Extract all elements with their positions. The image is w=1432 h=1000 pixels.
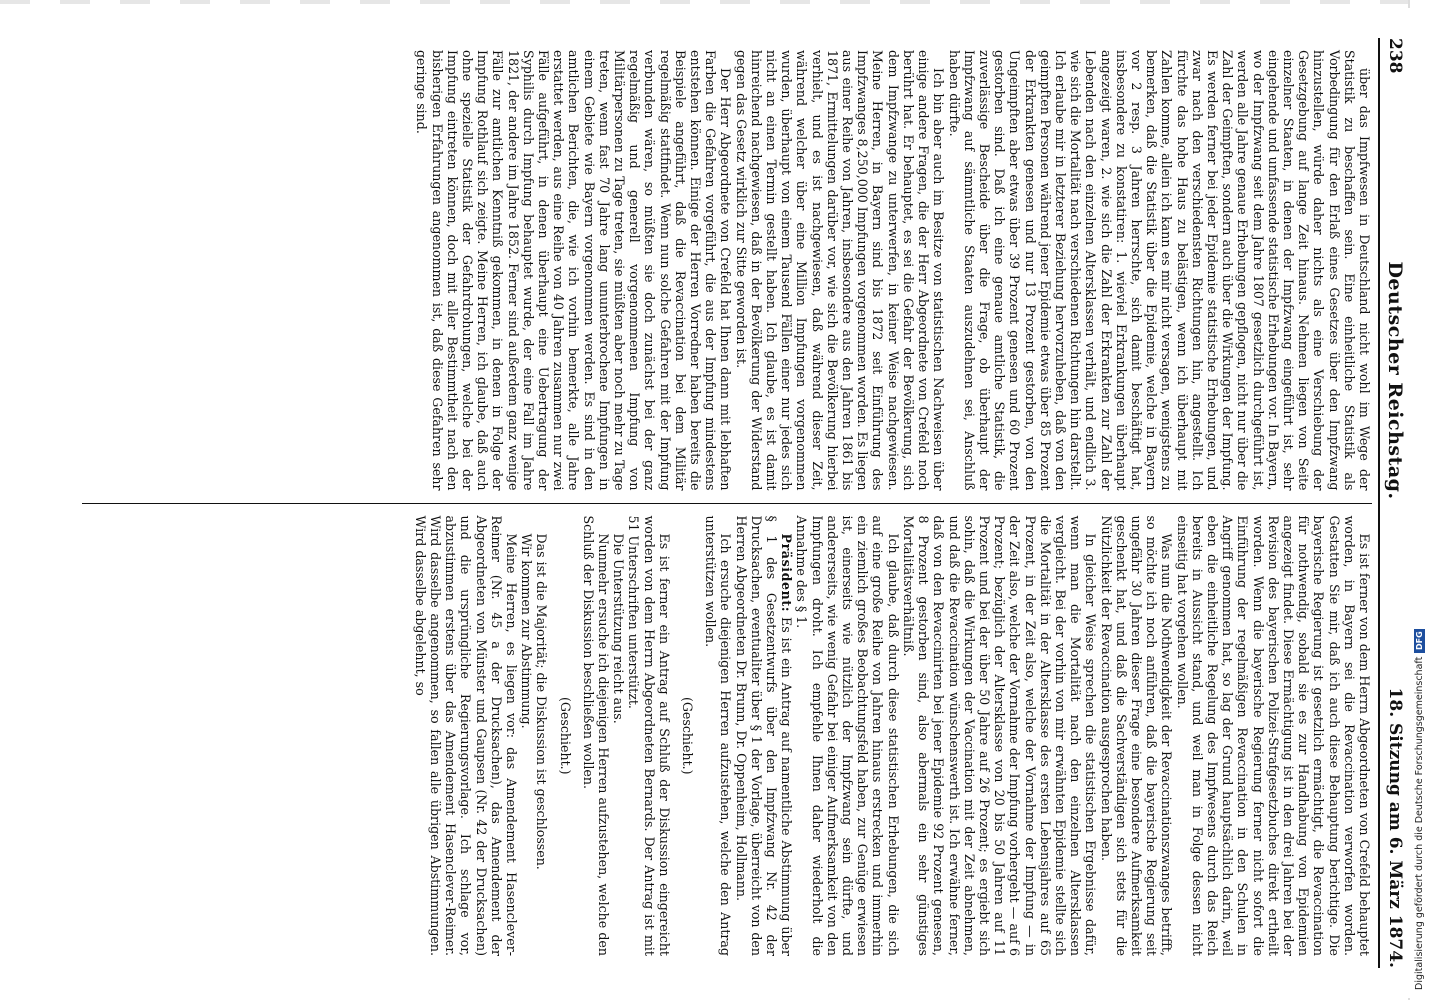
stage-direction: (Geschieht.) bbox=[680, 696, 696, 775]
paragraph: Der Herr Abgeordnete von Crefeld hat Ihnen dann mit lebhaften Farben die Gefahren vorgeführt, die aus der Impfung mindestens entstehen können. Einige der Herren Vorredner haben bereits die Beispiele angeführt, daß die Revaccination bei dem Militär regelmäßig stattfindet. Wenn nun solche Gefahren mit der Impfung verbunden wären, so müßten sie doch zunächst bei der ganz regelmäßig und generell vorgenommenen Impfung von Militärpersonen zu Tage treten, sie müßten aber noch mehr zu Tage treten, wenn fast 70 Jahre lang ununterbrochene Impfungen in einem Gebiete wie Bayern vorgenommen werden. Es sind in den amtlichen Berichten, die, wie ich vorhin bemerkte, alle Jahre erstattet werden, aus eine Reihe von 40 Jahren zusammen nur zwei Fälle aufgeführt, in denen überhaupt eine Uebertragung der Syphilis durch Impfung behauptet wurde, der eine Fall im Jahre 1821, der andere im Jahre 1852. Ferner sind außerdem ganz wenige Fälle zur amtlichen Kenntniß gekommen, in denen in Folge der Impfung Rothlauf sich zeigte. Meine Herren, ich glaube, daß auch ohne spezielle Statistik der Gefahrdrohungen, welche bei der Impfung eintreten können, doch mit aller Bestimmtheit nach den bisherigen Erfahrungen angenommen ist, daß diese Gefahren sehr geringe sind. bbox=[414, 50, 734, 491]
session-date: 18. Sitzung am 6. März 1874. bbox=[1385, 687, 1405, 968]
paragraph: Das ist die Majorität; die Diskussion ist geschlossen. bbox=[534, 533, 550, 870]
paragraph: Ich bin aber auch im Besitze von statistischen Nachweisen über einige andere Fragen, die der Herr Abgeordnete von Crefeld noch berührt hat. Er behauptet, es sei die Gefahr der Bevölkerung, sich dem Impfzwange zu unterwerfen, in keiner Weise nachgewiesen. Meine Herren, in Bayern sind bis 1872 seit Einführung des Impfzwanges 8,250,000 Impfungen vorgenommen worden. Es liegen aus einer Reihe von Jahren, insbesondere aus den Jahren 1861 bis 1871, Ermittelungen darüber vor, wie sich die Bevölkerung hierbei verhielt, und es ist nachgewiesen, daß während dieser Zeit, während welcher über eine Million Impfungen vorgenommen wurden, überhaupt von einem Tausend Fällen einer nur jedes sich nicht an einen Termin gestellt haben. Ich glaube, es ist damit hinreichend nachgewiesen, daß in der Bevölkerung der Widerstand gegen das Gesetz wirklich zur Sitte geworden ist. bbox=[733, 50, 947, 491]
page-header bbox=[1378, 38, 1410, 968]
paragraph: Ich glaube, daß durch diese statistischen Erhebungen, die sich auf eine große Reihe von Jahren hinaus erstrecken und immerhin ein ziemlich großes Beobachtungsfeld haben, zur Genüge erwiesen ist, einerseits wie nützlich der Impfzwang sein dürfte, und andererseits, wie wenig Gefahr bei einiger Aufmerksamkeit von den Impfungen droht. Ich empfehle Ihnen daher wiederholt die Annahme des § 1. bbox=[794, 515, 901, 956]
paragraph: Ich ersuche diejenigen Herren aufzustehen, welche den Antrag unterstützen wollen. bbox=[703, 515, 734, 956]
text-columns bbox=[82, 38, 1372, 968]
paragraph: Es ist ferner von dem Herrn Abgeordneten von Crefeld behauptet worden, in Bayern sei die Revaccination verworfen worden. Gestatten Sie mir, daß ich auch diese Behauptung berichtige. Die bayerische Regierung ist gesetzlich ermächtigt, die Revaccination für nothwendig, sobald sie es zur Handhabung von Epidemien angezeigt findet. Diese Ermächtigung ist in den drei Jahren bei der Revision des bayerischen Polizei-Strafgesetzbuches direkt ertheilt worden. Wenn die bayerische Regierung ferner nicht sofort die Einführung der regelmäßigen Revaccination in den Schulen in Angriff genommen hat, so lag der Grund hauptsächlich darin, weil eben die einheitliche Regelung des Impfwesens durch das Reich bereits in Aussicht stand, und weil man in Folge dessen nicht einseitig hat vorgehen wollen. bbox=[1174, 515, 1372, 956]
paragraph: Die Unterstützung reicht aus. bbox=[611, 533, 627, 724]
paragraph: über das Impfwesen in Deutschland nicht wohl im Wege der Statistik zu beschaffen sein. Eine einheitliche Statistik als Vorbedingung für den Erlaß eines Gesetzes über den Impfzwang hinzustellen, würde daher nichts als eine Verschiebung der Gesetzgebung auf lange Zeit hinaus. Nehmen liegen von Seite einzelner Staaten, in denen der Impfzwang eingeführt ist, sehr eingehende und umfassende statistische Erhebungen vor. In Bayern, wo der Impfzwang seit dem Jahre 1807 gesetzlich durchgeführt ist, werden alle Jahre genaue Erhebungen gepflogen, nicht nur über die Zahl der Geimpften, sondern auch über die Wirkungen der Impfung. Es werden ferner bei jeder Epidemie statistische Erhebungen, und zwar nach den verschiedensten Richtungen hin, angestellt. Ich fürchte das hohe Haus zu belästigen, wenn ich überhaupt mit Zahlen komme, allein ich kann es mir nicht versagen, wenigstens zu bemerken, daß die Statistik über die Epidemie, welche in Bayern vor 2 resp. 3 Jahren herrschte, sich damit beschäftigt hat, insbesondere zu konstatiren: 1. wieviel Erkrankungen überhaupt angezeigt waren, 2. wie sich die Zahl der Erkrankten zur Zahl der Lebenden nach den einzelnen Altersklassen verhält, und endlich 3. wie sich die Mortalität nach verschiedenen Richtungen hin darstellt. Ich erlaube mir in letzterer Beziehung hervorzuheben, daß von den geimpften Personen während jener Epidemie etwas über 85 Prozent der Erkrankten genesen und nur 13 Prozent gestorben, von den Ungeimpften aber etwas über 39 Prozent genesen und 60 Prozent gestorben sind. Daß ich eine genaue amtliche Statistik, die zuverlässige Bescheide über die Frage, ob überhaupt der Impfzwang auf sämmtliche Staaten auszudehnen sei, Anschluß haben dürfte. bbox=[946, 50, 1372, 491]
paragraph: Nunmehr ersuche ich diejenigen Herren aufzustehen, welche den Schluß der Diskussion beschließen wollen. bbox=[580, 515, 612, 956]
right-column bbox=[82, 503, 1372, 969]
digitization-footer bbox=[1414, 629, 1425, 990]
paragraph: In gleicher Weise sprechen die statistischen Ergebnisse dafür, wenn man die Mortalität nach den einzelnen Altersklassen vergleicht. Bei der vorhin von mir erwähnten Epidemie stellte sich die Mortalität in der Altersklasse des ersten Lebensjahres auf 65 Prozent, in der Zeit also, welche der Vornahme der Impfung — in der Zeit also, welche der Vornahme der Impfung vorhergeht — auf 6 Prozent; bezüglich der Altersklasse von 20 bis 50 Jahren auf 11 Prozent und bei der über 50 Jahre auf 26 Prozent; es ergiebt sich sohin, daß die Wirkungen der Vaccination mit der Zeit abnehmen, und daß die Revaccination wünschenswerth ist. Ich erwähne ferner, daß von den Revaccinirten bei jener Epidemie 92 Prozent genesen, 8 Prozent gestorben sind, also abermals ein sehr günstiges Mortalitätsverhältniß. bbox=[900, 515, 1099, 956]
footer-text: Digitalisierung gefördert durch die Deutsche Forschungsgemeinschaft bbox=[1414, 656, 1425, 990]
publication-title: Deutscher Reichstag. bbox=[1384, 261, 1406, 500]
left-column bbox=[82, 38, 1372, 503]
president-statement bbox=[733, 516, 794, 957]
speaker-text: Es ist ein Antrag auf namentliche Abstimmung über § 1 des Gesetzentwurfs über den Impfzwang Nr. 42 der Drucksachen, eventualiter über § 1 der Vorlage, überreicht von den Herren Abgeordneten Dr. Brunn, Dr. Oppenheim, Hollmann. bbox=[733, 515, 795, 956]
speaker-label: Präsident: bbox=[779, 533, 795, 613]
paragraph: Es ist ferner ein Antrag auf Schluß der Diskussion eingereicht worden von dem Herrn Abgeordneten Bernards. Der Antrag ist mit 51 Unterschriften unterstützt. bbox=[626, 515, 672, 956]
scan-edge-top bbox=[0, 0, 1432, 4]
paragraph: Was nun die Nothwendigkeit der Revaccinationszwanges betrifft, so möchte ich noch anführen, daß die bayerische Regierung seit ungefähr 30 Jahren dieser Frage eine besondere Aufmerksamkeit geschenkt hat, und daß die Sachverständigen sich stets für die Nützlichkeit der Revaccination ausgesprochen haben. bbox=[1098, 515, 1175, 956]
paragraph: Wir kommen zur Abstimmung. bbox=[519, 533, 535, 729]
page-number: 238 bbox=[1385, 38, 1405, 74]
dfg-logo-icon: DFG bbox=[1414, 629, 1425, 653]
document-page bbox=[54, 8, 1414, 998]
stage-direction: (Geschieht.) bbox=[557, 696, 573, 775]
paragraph: Meine Herren, es liegen vor: das Amendement Hasenclever-Reimer (Nr. 45 a der Drucksachen), das Amendement der Abgeordneten von Münster und Gaupsen (Nr. 42 der Drucksachen) und die ursprüngliche Regierungsvorlage. Ich schlage vor, abzustimmen erstens über das Amendement Hasenclever-Reimer. Wird dasselbe angenommen, so fallen alle übrigen Abstimmungen. Wird dasselbe abgelehnt, so bbox=[412, 515, 520, 956]
